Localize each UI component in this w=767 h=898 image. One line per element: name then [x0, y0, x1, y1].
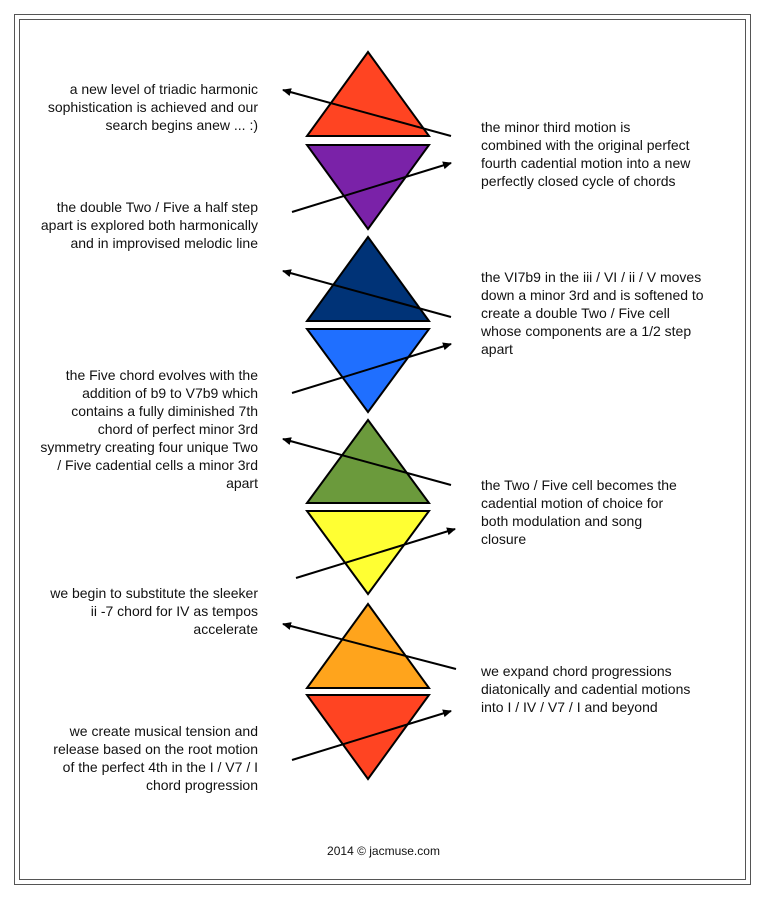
note-left-1: a new level of triadic harmonic sophistication is achieved and our search begins anew ... :) [47, 81, 258, 133]
note-right-4: we expand chord progressions diatonically and cadential motions into I / IV / V7 / I and beyond [481, 663, 691, 715]
note-left-4: we begin to substitute the sleeker ii -7 chord for IV as tempos accelerate [50, 585, 258, 637]
triangle-6-down [307, 511, 429, 594]
note-left-2: the double Two / Five a half step apart is explored both harmonically and in improvised melodic line [40, 199, 258, 251]
note-left-5: we create musical tension and release based on the root motion of the perfect 4th in the I / V7 / I chord progression [53, 723, 258, 793]
note-left-3: the Five chord evolves with the addition of b9 to V7b9 which contains a fully diminished 7th chord of perfect minor 3rd symmetry creating four unique Two / Five cadential cells a minor 3rd apart [40, 367, 258, 491]
triangle-3-up [307, 237, 429, 321]
triangle-2-down [307, 145, 429, 229]
note-right-1: the minor third motion is combined with the original perfect fourth cadential motion into a new perfectly closed cycle of chords [481, 119, 691, 189]
copyright-credit: 2014 © jacmuse.com [327, 844, 440, 858]
note-right-2: the VI7b9 in the iii / VI / ii / V moves down a minor 3rd and is softened to create a double Two / Five cell whose components are a 1/2 step apart [481, 269, 704, 357]
note-right-3: the Two / Five cell becomes the cadential motion of choice for both modulation and song closure [481, 477, 677, 547]
triangle-1-up [307, 52, 429, 136]
